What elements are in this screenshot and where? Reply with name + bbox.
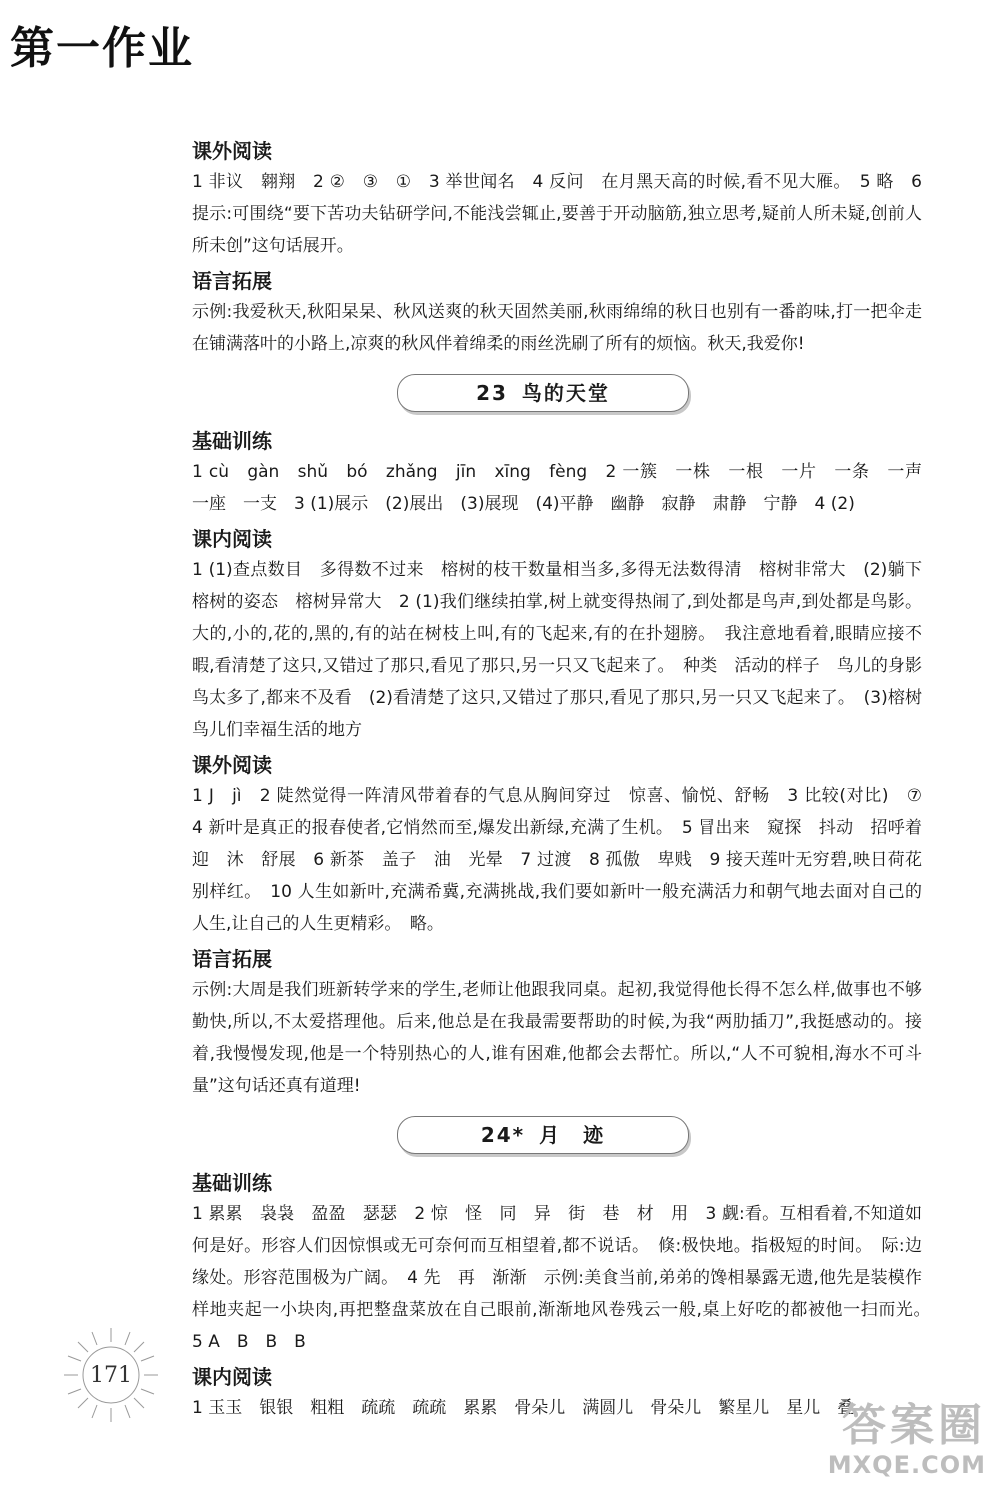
answer-paragraph: 1 cù gàn shǔ bó zhǎng jīn xīng fèng 2 一簇 一株 一根 一片 一条 一声 一座 一支 3 (1)展示 (2)展出 (3)展现 (4)平静 幽静 寂静 肃静 宁静 4 (2) [192, 462, 939, 514]
section-heading: 语言拓展 [192, 269, 272, 293]
section-heading: 基础训练 [192, 1171, 272, 1195]
section-heading: 课外阅读 [192, 753, 272, 777]
lesson-number: 24* [480, 1123, 526, 1147]
answer-paragraph: 1 非议 翱翔 2 ② ③ ① 3 举世闻名 4 反问 在月黑天高的时候,看不见大雁。 5 略 6 提示:可围绕“要下苦功夫钻研学问,不能浅尝辄止,要善于开动脑筋,独立思考,疑前人所未疑,创前人所未创”这句话展开。 [192, 172, 922, 256]
answer-paragraph: 1 (1)查点数目 多得数不过来 榕树的枝干数量相当多,多得无法数得清 榕树非常大 (2)躺下 榕树的姿态 榕树异常大 2 (1)我们继续拍掌,树上就变得热闹了,到处都是鸟声,到处都是鸟影。大的,小的,花的,黑的,有的站在树枝上叫,有的飞起来,有的在扑翅膀。 我注意地看着,眼睛应接不暇,看清楚了这只,又错过了那只,看见了那只,另一只又飞起来了。 种类 活动的样子 鸟儿的身影 鸟太多了,都来不及看 (2)看清楚了这只,又错过了那只,看见了那只,另一只又飞起来了。 (3)榕树 鸟儿们幸福生活的地方 [192, 560, 939, 740]
section-heading: 课外阅读 [192, 139, 272, 163]
section-heading: 基础训练 [192, 429, 272, 453]
answer-paragraph: 1 玉玉 银银 粗粗 疏疏 疏疏 累累 骨朵儿 满圆儿 骨朵儿 繁星儿 星儿 叠 [192, 1398, 855, 1418]
section-heading: 课内阅读 [192, 1365, 272, 1389]
brand-logo: 第一作业 [10, 23, 194, 74]
lesson-title-banner [397, 374, 689, 412]
watermark-logo: 答案圈 [842, 1400, 986, 1451]
page-number-badge [56, 1320, 166, 1430]
answer-paragraph: 示例:大周是我们班新转学来的学生,老师让他跟我同桌。起初,我觉得他长得不怎么样,做事也不够勤快,所以,不太爱搭理他。后来,他总是在我最需要帮助的时候,为我“两肋插刀”,我挺感动的。接着,我慢慢发现,他是一个特别热心的人,谁有困难,他都会去帮忙。所以,“人不可貌相,海水不可斗量”这句话还真有道理! [192, 980, 922, 1096]
lesson-title-banner [397, 1116, 689, 1154]
page-number: 171 [90, 1362, 132, 1388]
watermark [828, 1401, 986, 1479]
answer-paragraph: 1 J jì 2 陡然觉得一阵清风带着春的气息从胸间穿过 惊喜、愉悦、舒畅 3 比较(对比) ⑦ 4 新叶是真正的报春使者,它悄然而至,爆发出新绿,充满了生机。 5 冒出来 窥探 抖动 招呼着 迎 沐 舒展 6 新茶 盖子 油 光晕 7 过渡 8 孤傲 卑贱 9 接天莲叶无穷碧,映日荷花别样红。 10 人生如新叶,充满希冀,充满挑战,我们要如新叶一般充满活力和朝气地去面对自己的人生,让自己的人生更精彩。 略。 [192, 786, 939, 934]
section-heading: 课内阅读 [192, 527, 272, 551]
answer-paragraph: 示例:我爱秋天,秋阳杲杲、秋风送爽的秋天固然美丽,秋雨绵绵的秋日也别有一番韵味,打一把伞走在铺满落叶的小路上,凉爽的秋风伴着绵柔的雨丝洗刷了所有的烦恼。秋天,我爱你! [192, 302, 922, 354]
lesson-title: 鸟的天堂 [521, 381, 610, 405]
answer-content [192, 132, 939, 1424]
watermark-url: MXQE.COM [827, 1451, 986, 1479]
lesson-title: 月 迹 [539, 1123, 606, 1147]
section-heading: 语言拓展 [192, 947, 272, 971]
lesson-number: 23 [476, 381, 508, 405]
answer-paragraph: 1 累累 袅袅 盈盈 瑟瑟 2 惊 怪 同 异 街 巷 材 用 3 觑:看。互相看着,不知道如何是好。形容人们因惊惧或无可奈何而互相望着,都不说话。 倏:极快地。指极短的时间。 际:边缘处。形容范围极为广阔。 4 先 再 渐渐 示例:美食当前,弟弟的馋相暴露无遗,他先是装模作样地夹起一小块肉,再把整盘菜放在自己眼前,渐渐地风卷残云一般,桌上好吃的都被他一扫而光。 5 A B B B [192, 1204, 939, 1352]
